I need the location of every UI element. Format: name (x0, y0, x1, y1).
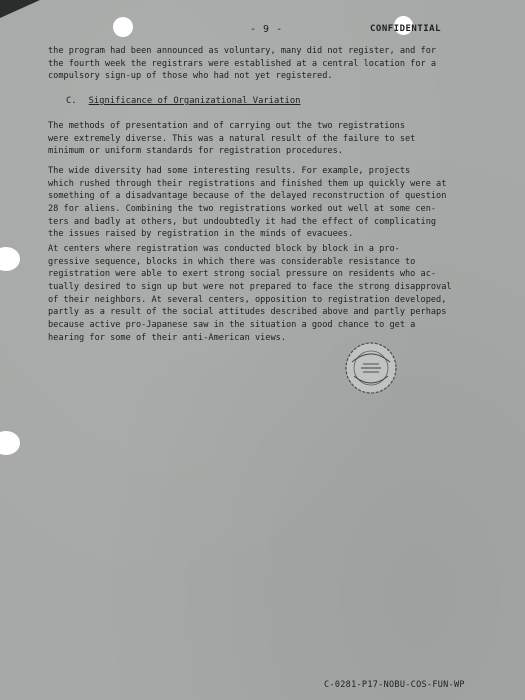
paragraph-methods (48, 120, 480, 158)
text-line: of their neighbors. At several centers, opposition to registration developed, (48, 294, 447, 305)
text-line: registration were able to exert strong social pressure on residents who ac- (48, 269, 437, 280)
text-line: the fourth week the registrars were established at a central location for a (48, 58, 437, 69)
folded-corner (0, 0, 40, 18)
paragraph-continuation (48, 45, 480, 83)
text-line: something of a disadvantage because of the delayed reconstruction of question (48, 191, 447, 202)
text-line: gressive sequence, blocks in which there was considerable resistance to (48, 256, 416, 267)
paragraph-centers (48, 243, 480, 345)
text-line: partly as a result of the social attitudes described above and partly perhaps (48, 307, 447, 318)
section-heading (66, 96, 300, 106)
library-stamp (342, 340, 400, 396)
punch-hole (0, 431, 20, 455)
text-line: hearing for some of their anti-American views. (48, 332, 286, 343)
punch-hole (0, 247, 20, 271)
page-number: - 9 - (250, 24, 283, 35)
classification-label: CONFIDENTIAL (370, 24, 442, 34)
text-line: the program had been announced as voluntary, many did not register, and for (48, 46, 437, 56)
document-code: C-0281-P17-NOBU-COS-FUN-WP (324, 680, 465, 690)
text-line: were extremely diverse. This was a natural result of the failure to set (48, 133, 416, 144)
punch-hole (113, 17, 133, 37)
text-line: the issues raised by registration in the minds of evacuees. (48, 229, 354, 240)
paragraph-diversity (48, 165, 480, 241)
text-line: At centers where registration was conducted block by block in a pro- (48, 244, 400, 254)
text-line: 28 for aliens. Combining the two registrations worked out well at some cen- (48, 204, 437, 215)
section-title: Significance of Organizational Variation (88, 96, 301, 106)
section-number: C. (66, 96, 77, 106)
text-line: ters and badly at others, but undoubtedly it had the effect of complicating (48, 216, 437, 227)
text-line: The methods of presentation and of carrying out the two registrations (48, 121, 405, 131)
text-line: because active pro-Japanese saw in the situation a good chance to get a (48, 320, 416, 331)
text-line: tually desired to sign up but were not prepared to face the strong disapproval (48, 282, 452, 293)
text-line: minimum or uniform standards for registration procedures. (48, 146, 343, 157)
text-line: compulsory sign-up of those who had not yet registered. (48, 71, 333, 82)
text-line: which rushed through their registrations and finished them up quickly were at (48, 178, 447, 189)
text-line: The wide diversity had some interesting results. For example, projects (48, 166, 411, 176)
